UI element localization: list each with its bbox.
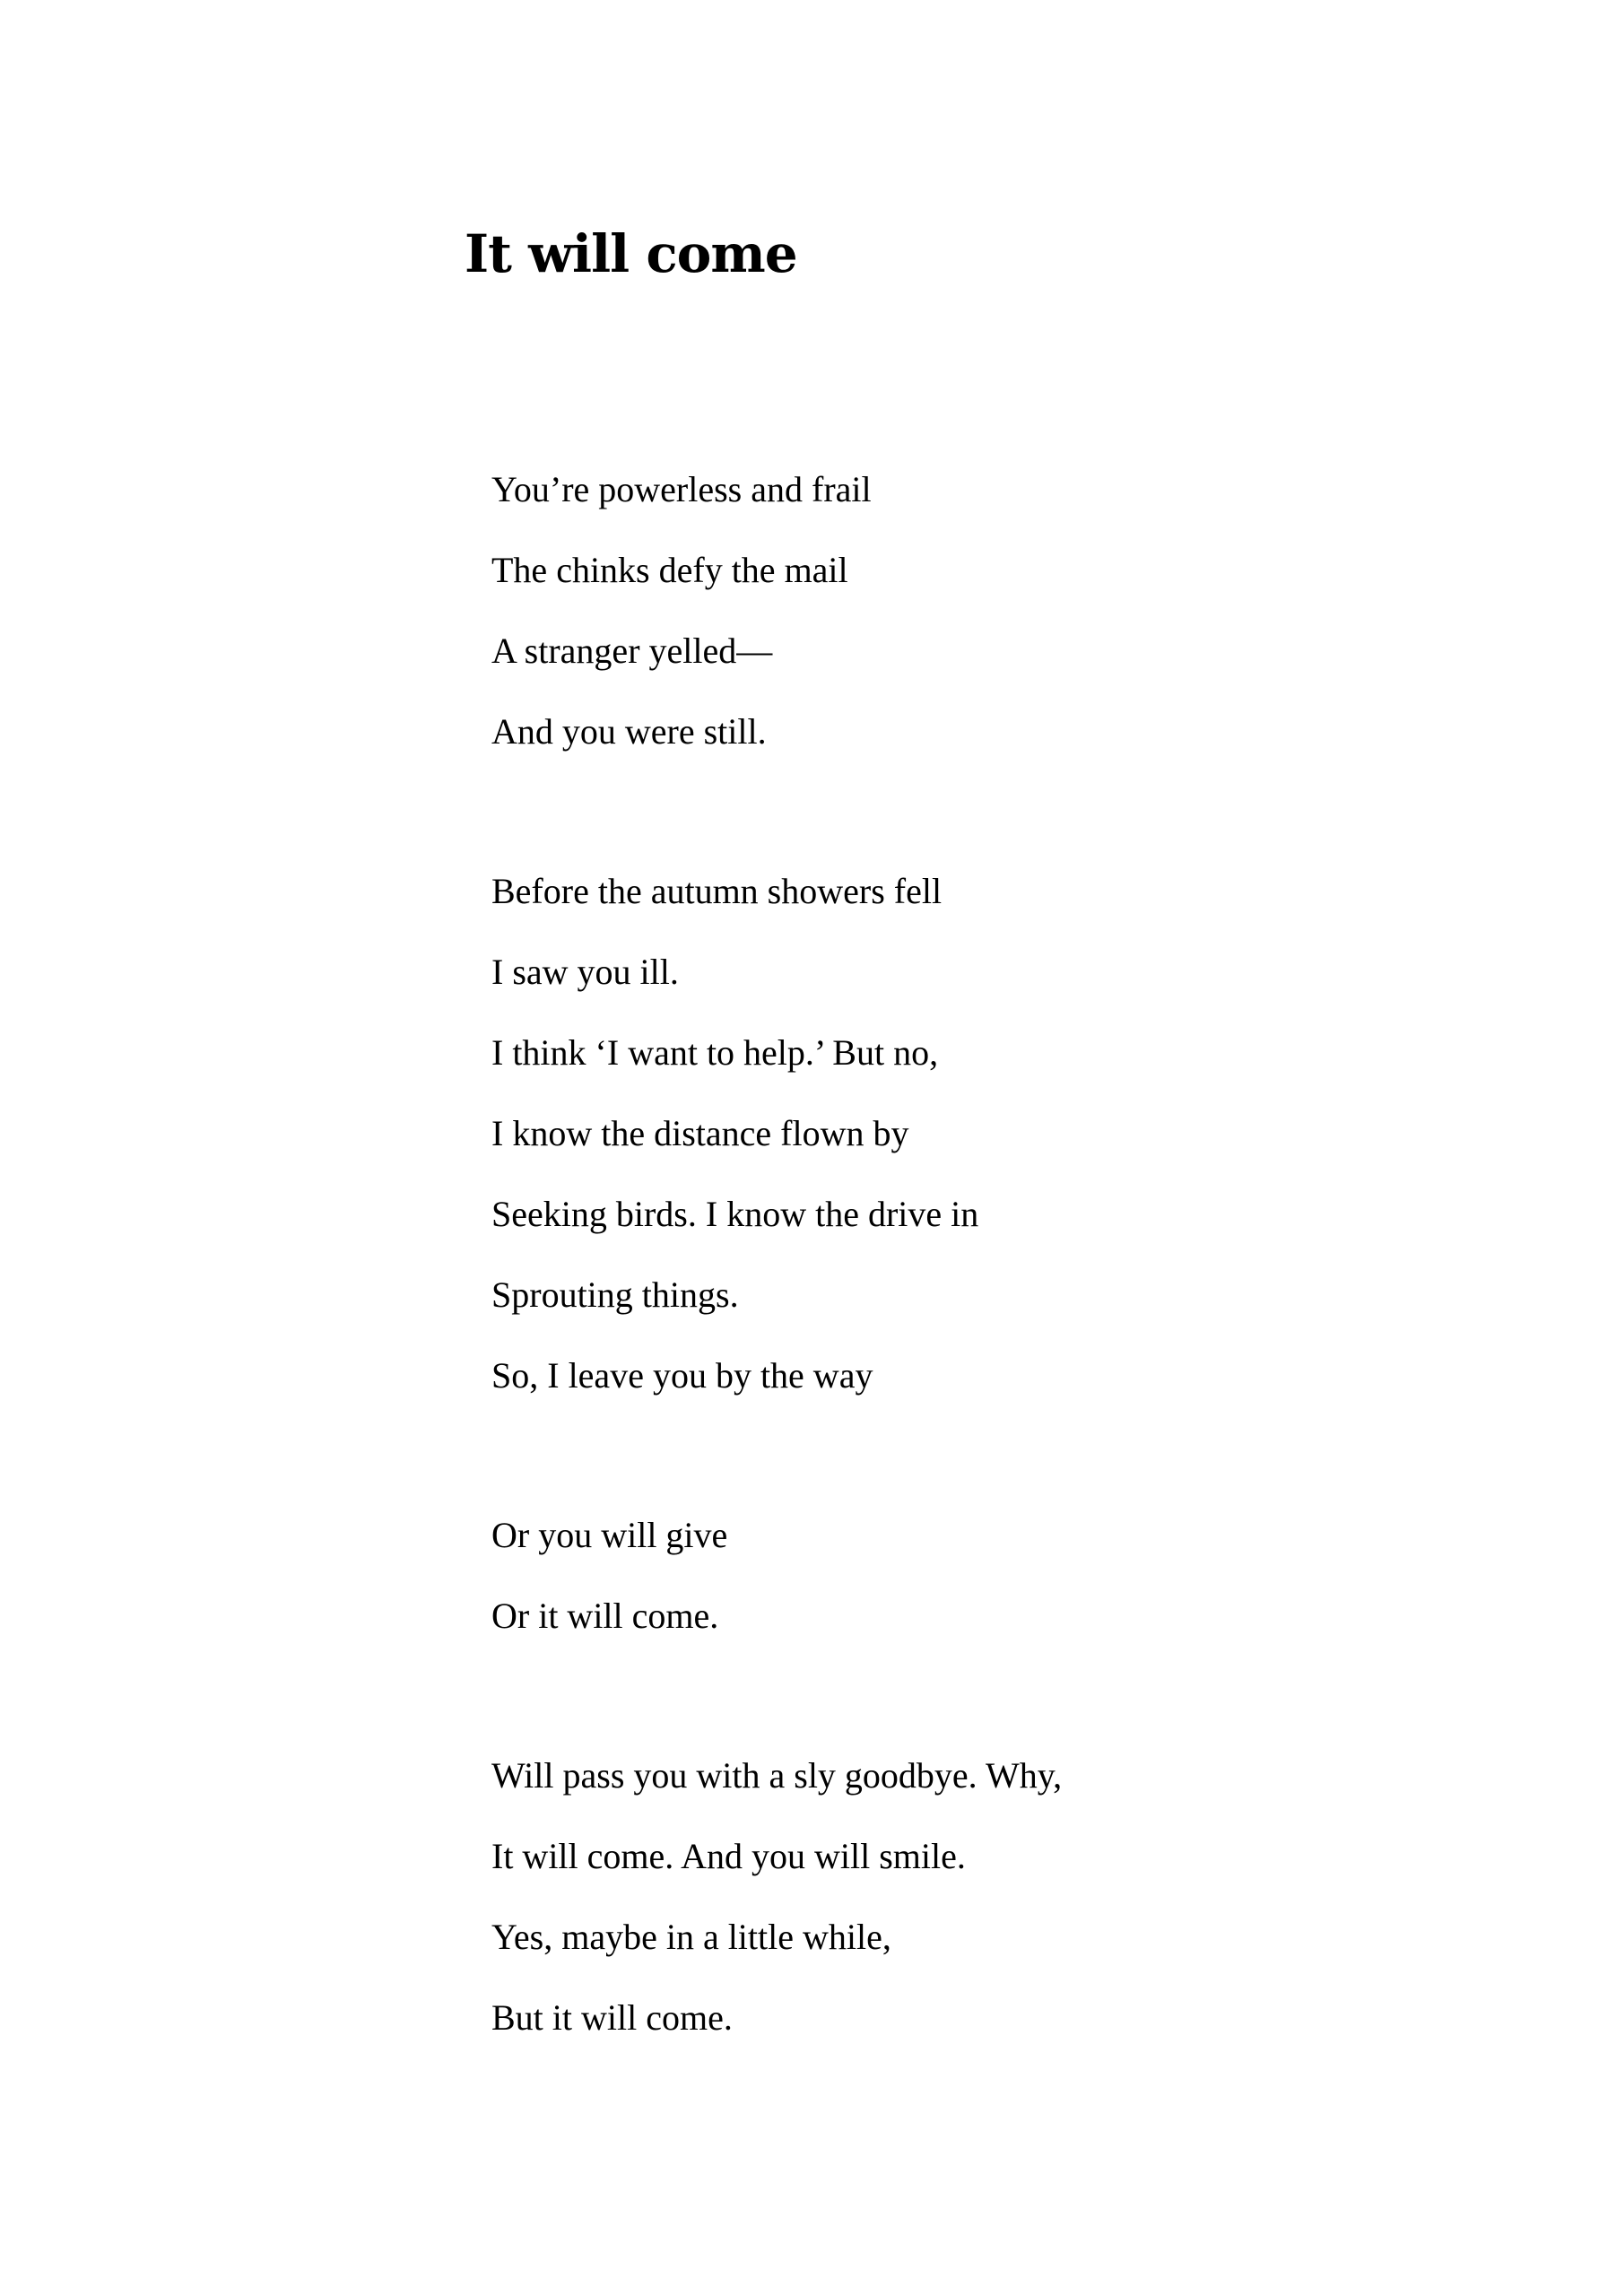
poem-line: It will come. And you will smile. <box>491 1836 966 1876</box>
poem-line: Yes, maybe in a little while, <box>491 1917 891 1957</box>
poem-line: I know the distance flown by <box>491 1113 909 1153</box>
poem-line: Will pass you with a sly goodbye. Why, <box>491 1755 1063 1796</box>
poem-line: The chinks defy the mail <box>491 550 848 590</box>
poem-line: You’re powerless and frail <box>491 469 872 509</box>
poem-line: Sprouting things. <box>491 1274 739 1315</box>
poem-line: Seeking birds. I know the drive in <box>491 1194 979 1234</box>
poem-line: But it will come. <box>491 1997 733 2038</box>
poem-line: So, I leave you by the way <box>491 1355 873 1396</box>
poem-title: It will come <box>465 223 797 284</box>
poem-line: I saw you ill. <box>491 952 679 992</box>
poem-line: Or you will give <box>491 1515 728 1555</box>
poem-line: I think ‘I want to help.’ But no, <box>491 1032 939 1073</box>
poem-line: Before the autumn showers fell <box>491 871 943 911</box>
poem-line: Or it will come. <box>491 1596 719 1636</box>
poem-line: And you were still. <box>491 711 767 752</box>
poem-line: A stranger yelled— <box>491 631 773 671</box>
